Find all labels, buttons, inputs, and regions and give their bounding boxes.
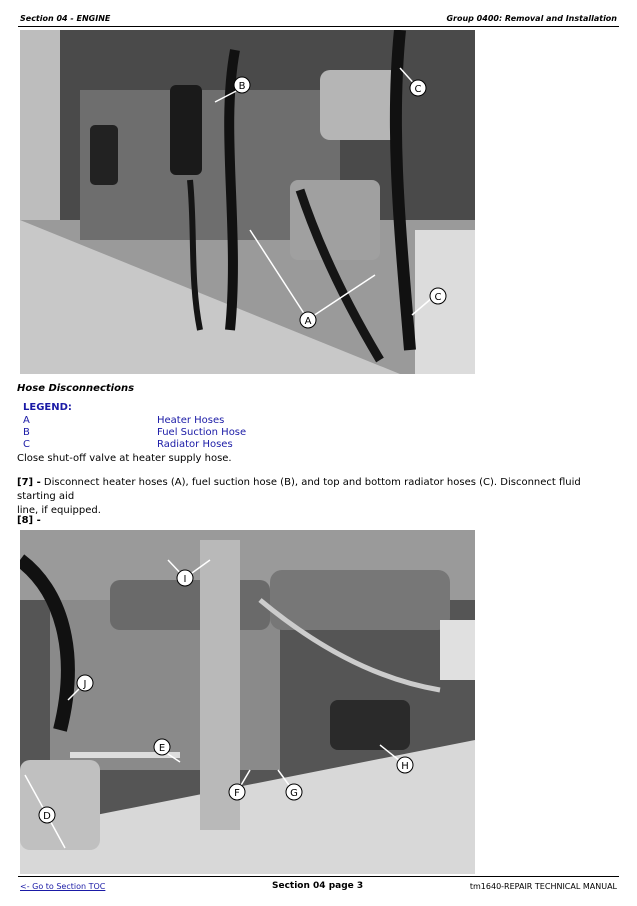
svg-text:H: H bbox=[401, 761, 409, 772]
svg-text:C: C bbox=[414, 84, 422, 95]
callout-c-bottom bbox=[430, 288, 446, 304]
engine-photo-components bbox=[20, 530, 475, 874]
header-group: Group 0400: Removal and Installation bbox=[446, 14, 617, 23]
callout-i bbox=[177, 570, 193, 586]
svg-text:F: F bbox=[234, 788, 240, 799]
legend-title: LEGEND: bbox=[23, 402, 72, 413]
svg-text:B: B bbox=[238, 81, 246, 92]
callout-e bbox=[154, 739, 170, 755]
step-7-text-cont: line, if equipped. bbox=[17, 505, 101, 516]
callout-a bbox=[300, 312, 316, 328]
callout-d bbox=[39, 807, 55, 823]
callout-h bbox=[397, 757, 413, 773]
svg-text:E: E bbox=[158, 743, 166, 754]
callout-j bbox=[77, 675, 93, 691]
svg-text:I: I bbox=[183, 574, 187, 585]
legend-value-a: Heater Hoses bbox=[157, 415, 225, 426]
header-rule bbox=[18, 26, 619, 27]
legend-value-b: Fuel Suction Hose bbox=[157, 427, 247, 438]
legend-key-b: B bbox=[23, 427, 30, 438]
header-section: Section 04 - ENGINE bbox=[20, 14, 111, 23]
footer-rule bbox=[18, 876, 619, 877]
step-7-label: [7] - bbox=[17, 477, 41, 488]
manual-title: tm1640-REPAIR TECHNICAL MANUAL bbox=[469, 882, 617, 891]
engine-photo-hoses bbox=[20, 30, 475, 374]
callout-g bbox=[286, 784, 302, 800]
svg-text:J: J bbox=[83, 679, 87, 690]
svg-text:D: D bbox=[43, 811, 51, 822]
shutoff-note: Close shut-off valve at heater supply hose. bbox=[17, 453, 232, 464]
callout-c-top bbox=[410, 80, 426, 96]
step-7 bbox=[17, 476, 617, 518]
legend-value-c: Radiator Hoses bbox=[157, 439, 233, 450]
callout-f bbox=[229, 784, 245, 800]
svg-text:C: C bbox=[434, 292, 442, 303]
legend-key-a: A bbox=[23, 415, 30, 426]
svg-text:G: G bbox=[290, 788, 298, 799]
page-number: Section 04 page 3 bbox=[272, 881, 364, 891]
svg-text:A: A bbox=[304, 316, 312, 327]
step-8-label: [8] - bbox=[17, 515, 41, 526]
go-to-section-toc-link[interactable]: <- Go to Section TOC bbox=[20, 882, 106, 891]
callout-b bbox=[234, 77, 250, 93]
legend-key-c: C bbox=[23, 439, 30, 450]
step-7-text: Disconnect heater hoses (A), fuel suction hose (B), and top and bottom radiator hoses (C). Disconnect fluid starting aid bbox=[17, 477, 581, 502]
section-heading: Hose Disconnections bbox=[17, 383, 135, 394]
